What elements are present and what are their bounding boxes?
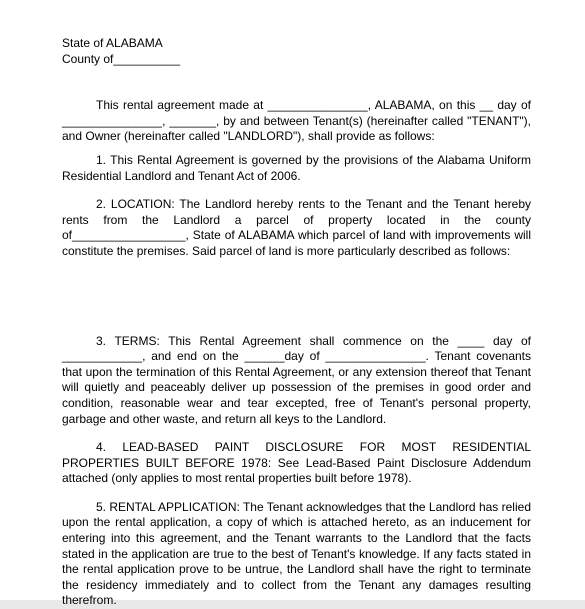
section-1-governing-law: 1. This Rental Agreement is governed by the provisions of the Alabama Uniform Residential Landlord and Tenant Act of 2006. [62,152,531,183]
rental-agreement-body [62,36,531,609]
section-2-location: 2. LOCATION: The Landlord hereby rents to the Tenant and the Tenant hereby rents from the Landlord a parcel of property located in the county of_________________, State of ALABAMA which parcel of land with improvements will constitute the premises. Said parcel of land is more particularly described as follows: [62,197,531,258]
county-line: County of__________ [62,51,181,66]
section-5-rental-application: 5. RENTAL APPLICATION: The Tenant acknowledges that the Landlord has relied upon the rental application, a copy of which is attached hereto, as an inducement for entering into this agreement, and the Tenant warrants to the Landlord that the facts stated in the application are true to the best of Tenant's knowledge. If any facts stated in the rental application prove to be untrue, the Landlord shall have the right to terminate the residency immediately and to collect from the Tenant any damages resulting therefrom. [62,499,531,608]
section-3-terms: 3. TERMS: This Rental Agreement shall commence on the ____ day of ____________, and end on the ______day of _______________. Tenant covenants that upon the termination of this Rental Agreement, or any extension thereof that Tenant will quietly and peaceably deliver up possession of the premises in good order and condition, reasonable wear and tear excepted, free of Tenant's personal property, garbage and other waste, and return all keys to the Landlord. [62,333,531,426]
section-4-lead-paint: 4. LEAD-BASED PAINT DISCLOSURE FOR MOST RESIDENTIAL PROPERTIES BUILT BEFORE 1978: See Lead-Based Paint Disclosure Addendum attached (only applies to most rental properties built before 1978). [62,440,531,486]
state-line: State of ALABAMA [62,36,163,50]
intro-paragraph: This rental agreement made at _______________, ALABAMA, on this __ day of _______________, _______, by and between Tenant(s) (hereinafter called "TENANT"), and Owner (hereinafter called "LANDLORD"), shall provide as follows: [62,98,531,144]
